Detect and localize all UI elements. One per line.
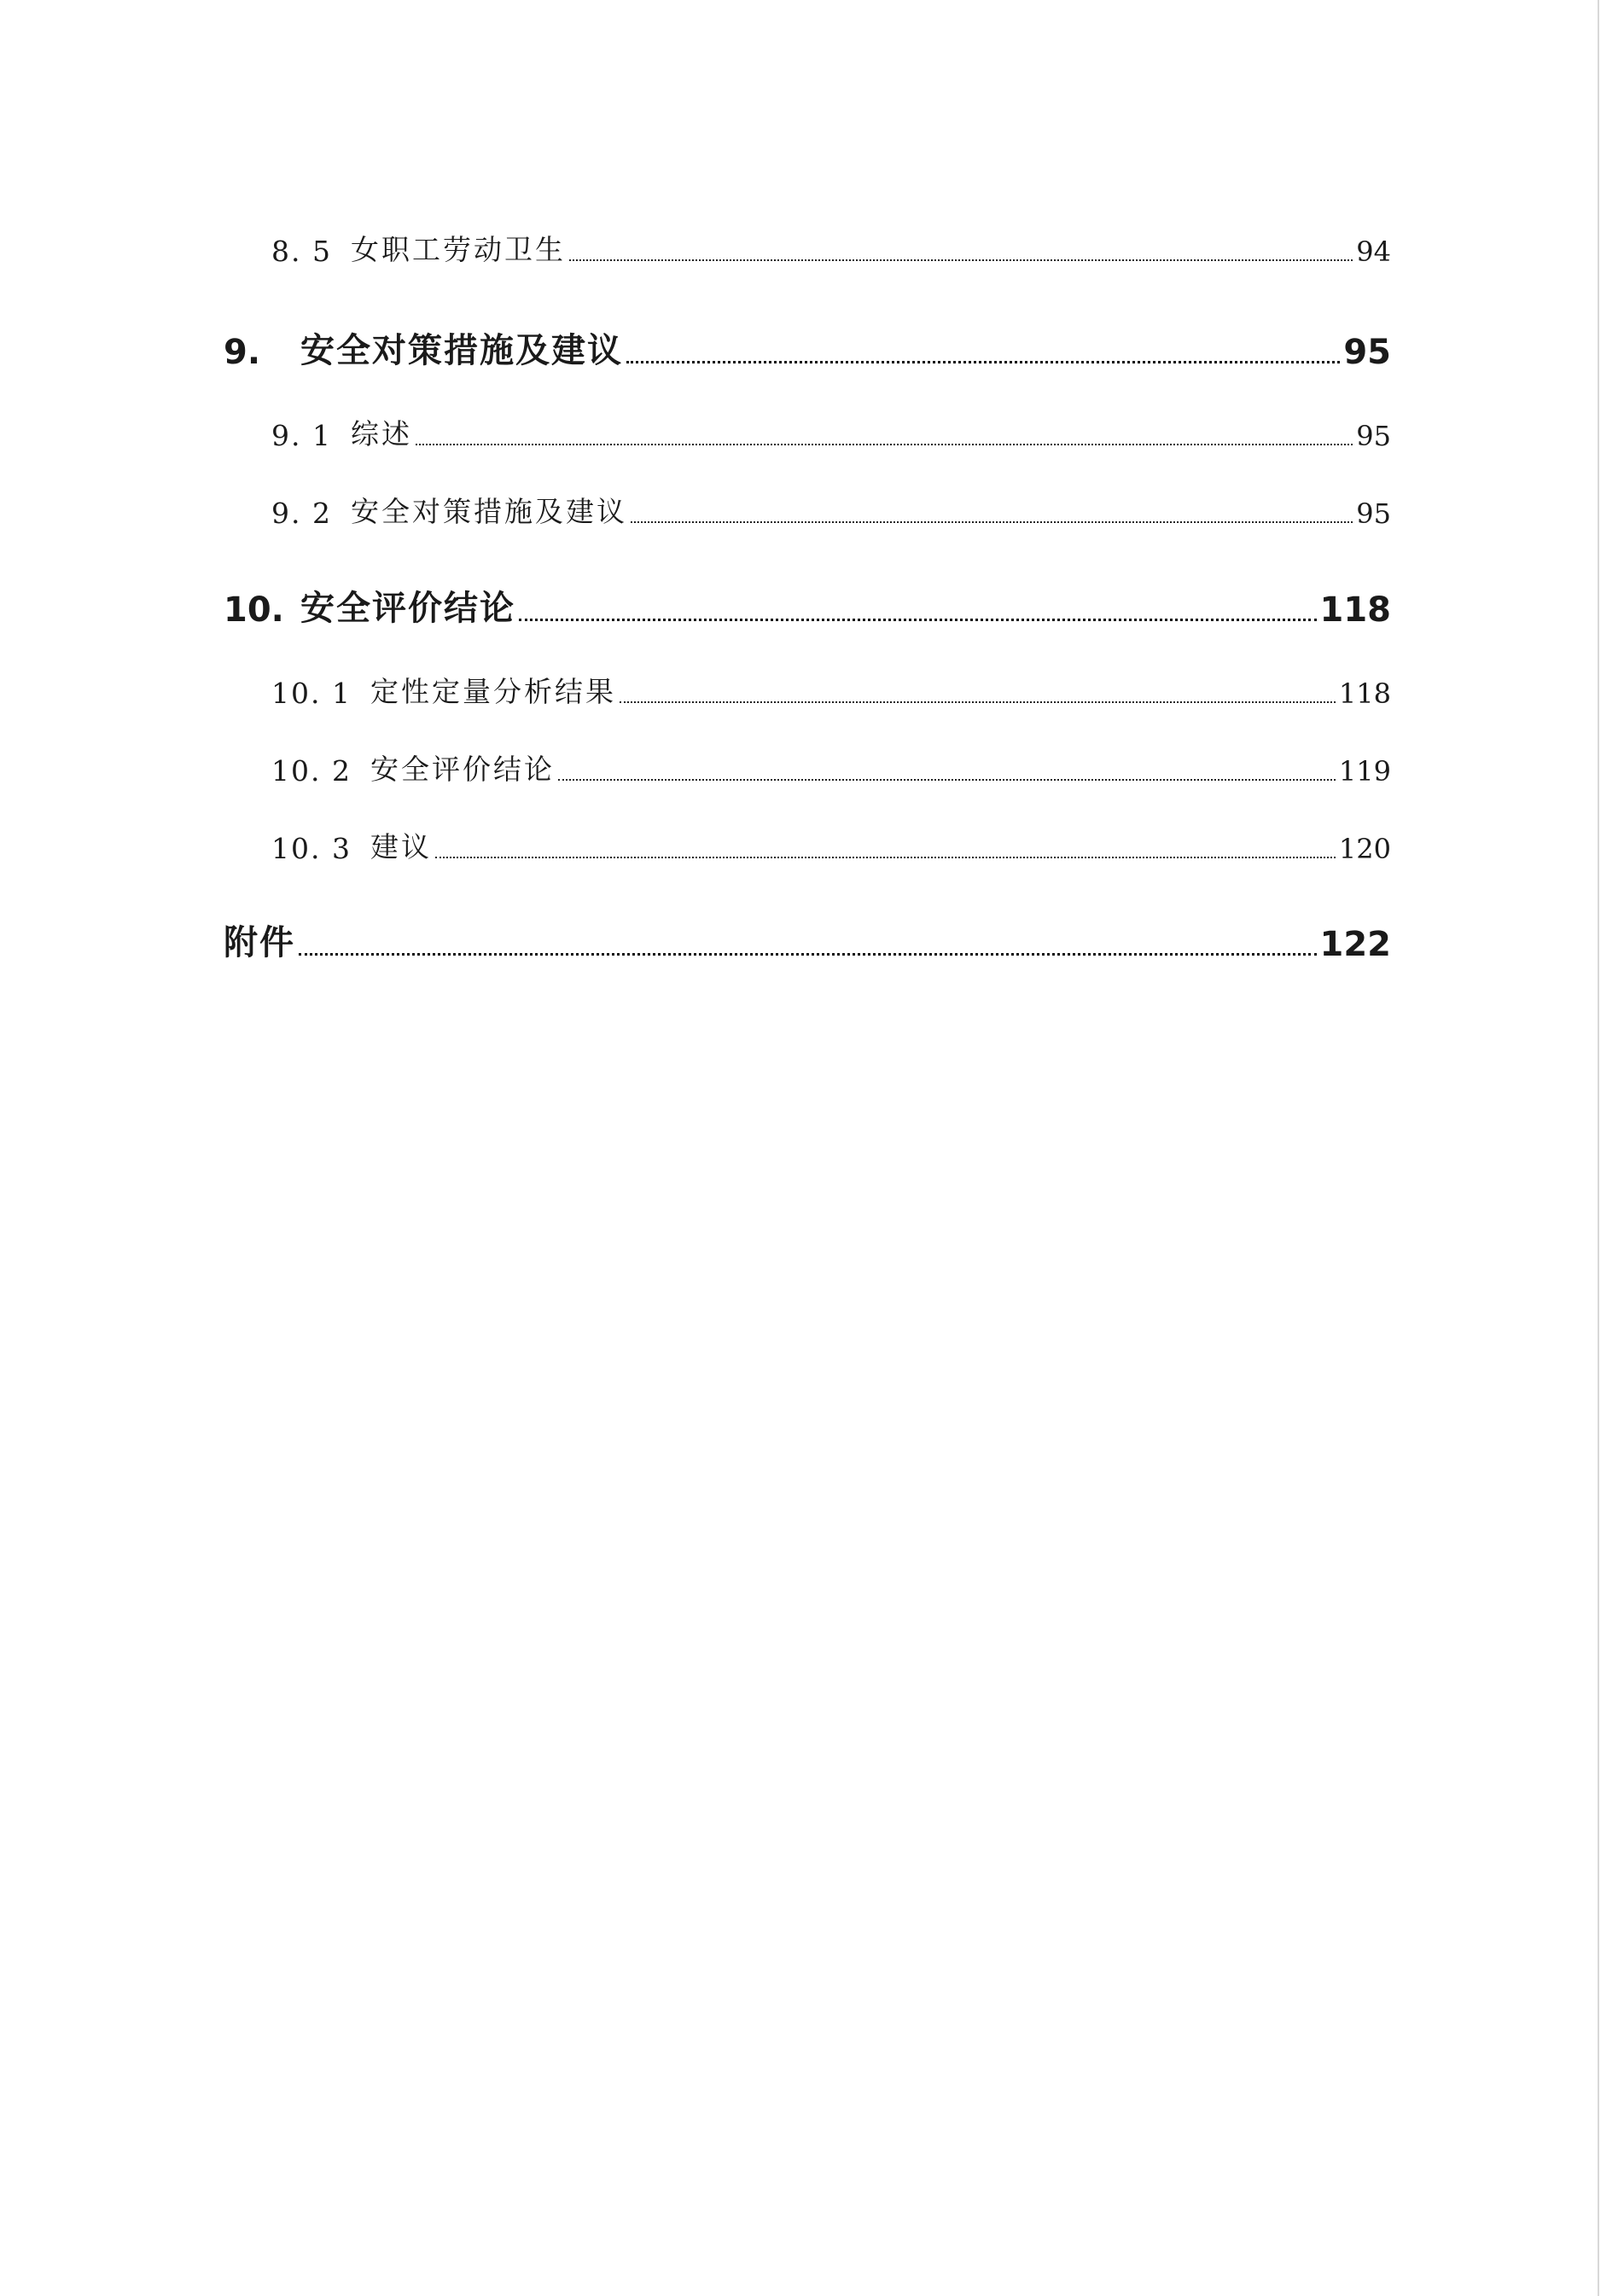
toc-entry-10[interactable] (224, 582, 1391, 630)
toc-entry-8-5[interactable] (271, 229, 1391, 268)
toc-entry-page: 95 (1356, 420, 1391, 452)
toc-entry-title: 综述 (350, 417, 412, 450)
toc-entry-page: 95 (1356, 497, 1391, 530)
toc-entry-number: 9. (224, 333, 261, 372)
toc-entry-9[interactable] (224, 324, 1391, 372)
toc-entry-title: 建议 (370, 830, 432, 863)
toc-entry-title: 安全评价结论 (370, 753, 555, 786)
toc-entry-number: 10. 1 (271, 677, 352, 710)
toc-entry-number: 10. 3 (271, 832, 352, 865)
toc-dot-leader (299, 952, 1317, 956)
toc-entry-number: 8. 5 (271, 235, 332, 268)
toc-dot-leader (519, 618, 1317, 621)
toc-entry-page: 119 (1338, 755, 1391, 788)
toc-dot-leader (416, 443, 1353, 445)
toc-entry-page: 120 (1338, 833, 1391, 865)
toc-entry-number: 10. 2 (271, 754, 352, 788)
toc-entry-page: 118 (1338, 677, 1391, 710)
toc-entry-9-1[interactable] (271, 413, 1391, 452)
toc-entry-page: 95 (1343, 333, 1391, 372)
toc-entry-title: 安全评价结论 (300, 589, 515, 628)
toc-entry-number: 9. 2 (271, 497, 332, 530)
toc-entry-number: 10. (224, 590, 284, 630)
toc-entry-10-3[interactable] (271, 826, 1391, 865)
toc-entry-page: 118 (1319, 590, 1391, 630)
toc-entry-page: 94 (1356, 235, 1391, 268)
toc-entry-10-1[interactable] (271, 671, 1391, 710)
toc-entry-title: 安全对策措施及建议 (300, 331, 623, 370)
toc-dot-leader (631, 520, 1353, 523)
toc-dot-leader (558, 778, 1336, 781)
toc-entry-title: 附件 (224, 923, 295, 962)
toc-dot-leader (620, 700, 1336, 703)
toc-entry-10-2[interactable] (271, 748, 1391, 788)
toc-entry-title: 安全对策措施及建议 (350, 495, 627, 528)
toc-entry-title: 定性定量分析结果 (370, 675, 616, 708)
toc-entry-title: 女职工劳动卫生 (350, 233, 566, 266)
toc-dot-leader (435, 856, 1336, 858)
toc-dot-leader (626, 360, 1340, 363)
toc-entry-attachments[interactable] (224, 916, 1391, 964)
toc-entry-9-2[interactable] (271, 491, 1391, 530)
toc-dot-leader (569, 259, 1353, 261)
toc-entry-number: 9. 1 (271, 419, 332, 452)
toc-entry-page: 122 (1319, 925, 1391, 964)
